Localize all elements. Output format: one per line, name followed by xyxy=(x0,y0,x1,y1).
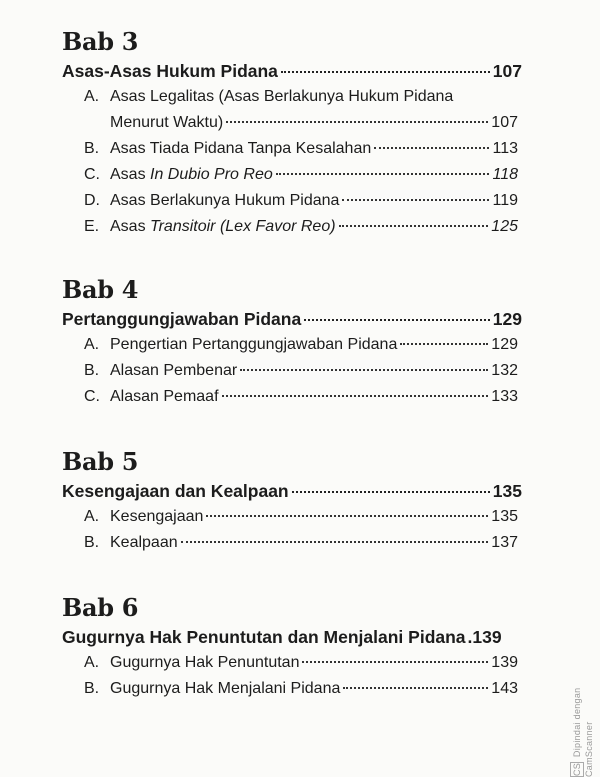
entry-letter: A. xyxy=(84,654,100,671)
section-list xyxy=(84,504,518,556)
dot-leader xyxy=(342,199,489,201)
page-number: 133 xyxy=(491,388,518,405)
dot-leader xyxy=(240,369,488,371)
chapter-title: Asas-Asas Hukum Pidana xyxy=(62,61,278,81)
page-number: 118 xyxy=(492,166,518,183)
chapter-title-row[interactable] xyxy=(62,624,522,650)
toc-entry[interactable] xyxy=(84,530,518,556)
section-list xyxy=(84,84,518,240)
dot-leader xyxy=(281,71,490,73)
section-list xyxy=(84,332,518,410)
entry-text-italic: In Dubio Pro Reo xyxy=(150,166,273,183)
entry-text: Pengertian Pertanggungjawaban Pidana xyxy=(110,336,398,353)
chapter-number: Bab 4 xyxy=(62,275,139,304)
toc-entry[interactable] xyxy=(84,650,518,676)
entry-letter: A. xyxy=(84,88,100,105)
page-number: 107 xyxy=(491,114,518,131)
dot-leader xyxy=(276,173,490,175)
page-number: 129 xyxy=(491,336,518,353)
entry-letter: A. xyxy=(84,336,100,353)
page-number: .139 xyxy=(467,627,502,647)
chapter-bab-5 xyxy=(62,448,522,556)
dot-leader xyxy=(292,491,490,493)
toc-entry[interactable] xyxy=(84,162,518,188)
entry-letter: B. xyxy=(84,362,100,379)
entry-letter: B. xyxy=(84,140,100,157)
chapter-title: Kesengajaan dan Kealpaan xyxy=(62,481,289,501)
dot-leader xyxy=(181,541,489,543)
entry-text-italic: Transitoir (Lex Favor Reo) xyxy=(150,218,336,235)
toc-entry[interactable] xyxy=(84,384,518,410)
dot-leader xyxy=(400,343,488,345)
page-number: 129 xyxy=(492,309,522,329)
page-number: 107 xyxy=(492,61,522,81)
dot-leader xyxy=(374,147,489,149)
page-number: 139 xyxy=(491,654,518,671)
chapter-title: Gugurnya Hak Penuntutan dan Menjalani Pidana xyxy=(62,627,466,647)
chapter-title-row[interactable] xyxy=(62,306,522,332)
entry-letter: B. xyxy=(84,680,100,697)
dot-leader xyxy=(304,319,490,321)
page-number: 135 xyxy=(492,481,522,501)
entry-text: Alasan Pembenar xyxy=(110,362,238,379)
page-number: 143 xyxy=(491,680,518,697)
entry-text: Asas Legalitas (Asas Berlakunya Hukum Pidana xyxy=(110,88,454,105)
toc-entry[interactable] xyxy=(84,188,518,214)
chapter-number: Bab 3 xyxy=(62,27,139,56)
dot-leader xyxy=(343,687,488,689)
dot-leader xyxy=(206,515,488,517)
entry-letter: C. xyxy=(84,388,100,405)
entry-letter: E. xyxy=(84,218,100,235)
chapter-bab-4 xyxy=(62,276,522,410)
chapter-bab-6 xyxy=(62,594,522,702)
entry-text: Kealpaan xyxy=(110,534,178,551)
toc-entry[interactable] xyxy=(84,676,518,702)
camscanner-badge: CS xyxy=(572,762,582,776)
page-number: 137 xyxy=(491,534,518,551)
toc-entry[interactable] xyxy=(84,214,518,240)
entry-text-continued: Menurut Waktu) xyxy=(110,114,224,131)
chapter-number: Bab 6 xyxy=(62,593,139,622)
entry-letter: A. xyxy=(84,508,100,525)
section-list xyxy=(84,650,518,702)
dot-leader xyxy=(302,661,488,663)
entry-letter: D. xyxy=(84,192,100,209)
dot-leader xyxy=(222,395,489,397)
chapter-bab-3 xyxy=(62,28,522,240)
page-number: 132 xyxy=(491,362,518,379)
toc-entry[interactable] xyxy=(84,136,518,162)
entry-text: Kesengajaan xyxy=(110,508,204,525)
page-number: 113 xyxy=(492,140,518,157)
chapter-title-row[interactable] xyxy=(62,58,522,84)
toc-entry[interactable] xyxy=(84,332,518,358)
entry-text: Gugurnya Hak Penuntutan xyxy=(110,654,300,671)
entry-letter: B. xyxy=(84,534,100,551)
entry-text: Asas xyxy=(110,166,151,183)
entry-letter: C. xyxy=(84,166,100,183)
toc-entry[interactable] xyxy=(84,358,518,384)
scanner-watermark xyxy=(570,640,594,777)
chapter-title-row[interactable] xyxy=(62,478,522,504)
toc-entry[interactable] xyxy=(84,84,518,136)
page-number: 135 xyxy=(491,508,518,525)
page-number: 125 xyxy=(491,218,518,235)
chapter-number: Bab 5 xyxy=(62,447,139,476)
chapter-title: Pertanggungjawaban Pidana xyxy=(62,309,302,329)
entry-text: Asas Tiada Pidana Tanpa Kesalahan xyxy=(110,140,372,157)
watermark-text: Dipindai dengan CamScanner xyxy=(572,687,594,777)
toc-entry[interactable] xyxy=(84,504,518,530)
page-number: 119 xyxy=(492,192,518,209)
dot-leader xyxy=(226,121,488,123)
entry-text: Gugurnya Hak Menjalani Pidana xyxy=(110,680,341,697)
entry-text: Asas Berlakunya Hukum Pidana xyxy=(110,192,340,209)
entry-text: Asas xyxy=(110,218,151,235)
entry-text: Alasan Pemaaf xyxy=(110,388,219,405)
dot-leader xyxy=(339,225,489,227)
